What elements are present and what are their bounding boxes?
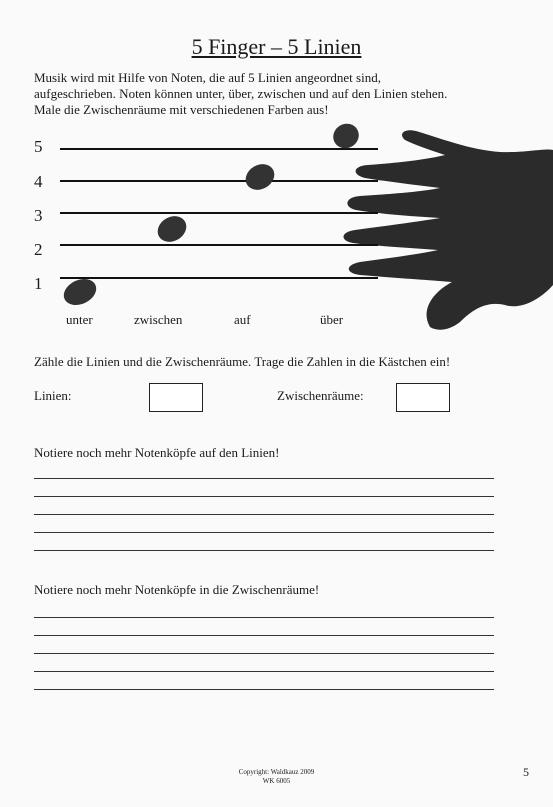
writing-line [34,671,494,672]
task-notes-in-spaces: Notiere noch mehr Notenköpfe in die Zwischenräume! [34,582,320,597]
writing-line [34,617,494,618]
position-label-ueber: über [320,312,344,327]
line-number-3: 3 [34,206,43,225]
hand-illustration [343,130,553,330]
line-number-2: 2 [34,240,43,259]
task-notes-on-lines: Notiere noch mehr Notenköpfe auf den Linien! [34,445,280,460]
writing-line [34,478,494,479]
writing-line [34,514,494,515]
writing-line [34,653,494,654]
page-number: 5 [523,765,529,779]
writing-line [34,689,494,690]
lines-count-label: Linien: [34,388,72,403]
count-question: Zähle die Linien und die Zwischenräume. Trage die Zahlen in die Kästchen ein! [34,354,451,369]
intro-line-1: Musik wird mit Hilfe von Noten, die auf 5 Linien angeordnet sind, [34,70,381,85]
staff-illustration [0,118,553,333]
intro-line-3: Male die Zwischenräume mit verschiedenen Farben aus! [34,102,329,117]
note-head-zwischen [153,211,191,247]
line-number-5: 5 [34,137,43,156]
catalog-code: WK 6005 [262,777,291,785]
copyright-text: Copyright: Waldkauz 2009 [238,768,315,776]
writing-line [34,550,494,551]
spaces-count-label: Zwischenräume: [277,388,364,403]
line-number-1: 1 [34,274,43,293]
lines-count-box[interactable] [149,383,203,412]
note-head-ueber [329,119,364,153]
writing-line [34,635,494,636]
writing-line [34,532,494,533]
writing-line [34,496,494,497]
intro-text [34,70,504,118]
intro-line-2: aufgeschrieben. Noten können unter, über, zwischen und auf den Linien stehen. [34,86,448,101]
line-number-4: 4 [34,172,43,191]
page-title: 5 Finger – 5 Linien [191,34,362,59]
spaces-count-box[interactable] [396,383,450,412]
note-head-auf [241,159,279,195]
note-head-unter [60,274,101,310]
position-label-zwischen: zwischen [134,312,183,327]
position-label-auf: auf [234,312,251,327]
footer [0,768,553,786]
position-label-unter: unter [66,312,93,327]
